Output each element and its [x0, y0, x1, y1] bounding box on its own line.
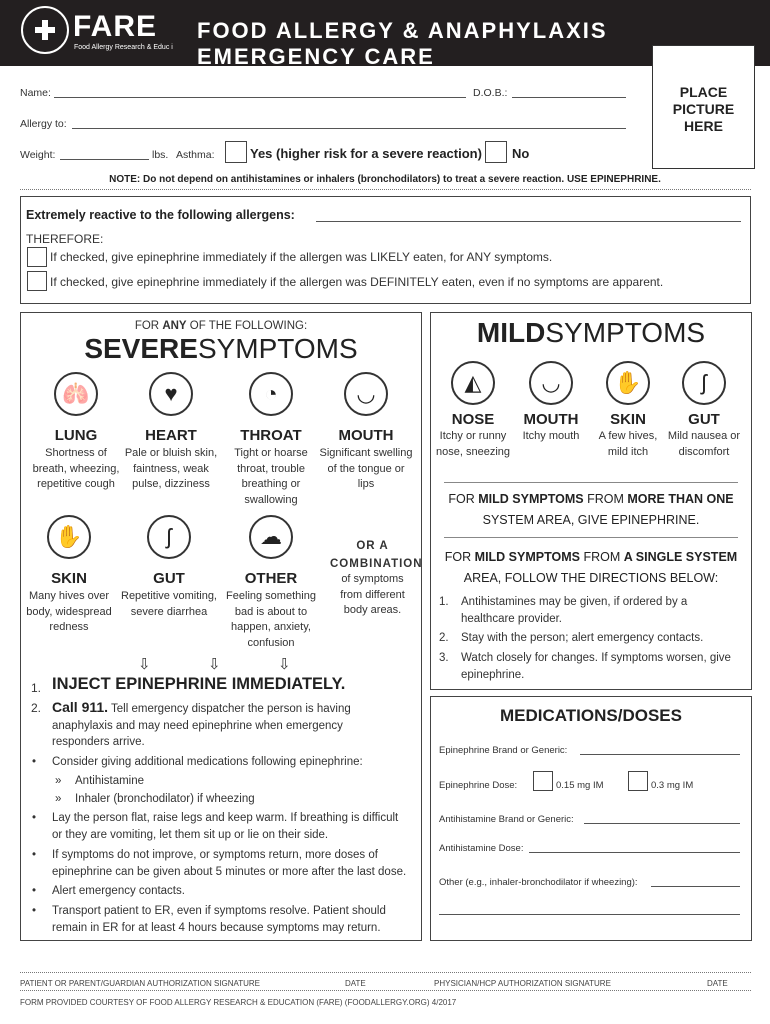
logo-wordmark: FARE — [73, 10, 158, 43]
dose-03-checkbox[interactable] — [628, 771, 648, 791]
anti-dose-label: Antihistamine Dose: — [439, 843, 524, 854]
allergy-label: Allergy to: — [20, 118, 67, 130]
symptom-name: LUNG — [54, 427, 98, 444]
more-doses-bullet: If symptoms do not improve, or symptoms return, more doses of epinephrine can be given about 5 minutes or more after the last dose. — [52, 849, 407, 878]
bullet-marker: • — [32, 812, 37, 824]
patient-date-label: DATE — [345, 979, 366, 988]
symptom-name: MOUTH — [523, 411, 579, 428]
symptom-description: Tight or hoarse throat, trouble breathing or swallowing — [234, 447, 308, 506]
down-arrow-icon: ⇩ — [208, 656, 221, 673]
allergy-field[interactable] — [72, 128, 626, 129]
bullet-marker: • — [32, 885, 37, 897]
mild-single-system-line2: AREA, FOLLOW THE DIRECTIONS BELOW: — [463, 571, 719, 585]
dose-03-label: 0.3 mg IM — [651, 780, 694, 791]
combination-title: OR A COMBINATION — [330, 540, 423, 570]
divider — [444, 537, 738, 538]
other-med-field[interactable] — [651, 886, 740, 887]
hand-skin-icon: ✋ — [47, 515, 91, 559]
page-title: FOOD ALLERGY & ANAPHYLAXIS EMERGENCY CARE — [197, 18, 608, 69]
down-arrow-icon: ⇩ — [278, 656, 291, 673]
mild-single-system-line1: FOR MILD SYMPTOMS FROM A SINGLE SYSTEM — [444, 550, 738, 564]
step-number: 3. — [439, 652, 449, 664]
other-med-field-2[interactable] — [439, 914, 740, 915]
symptom-description: Feeling something bad is about to happen, anxiety, confusion — [226, 590, 316, 649]
heart-icon: ♥ — [149, 372, 193, 416]
brain-icon: ☁ — [249, 515, 293, 559]
weight-field[interactable] — [60, 159, 149, 160]
allergens-field[interactable] — [316, 221, 741, 222]
dob-label: D.O.B.: — [473, 87, 508, 99]
symptom-name: GUT — [153, 570, 185, 587]
nose-icon: ◭ — [451, 361, 495, 405]
symptom-description: Repetitive vomiting, severe diarrhea — [121, 590, 217, 618]
sub-bullet-marker: » — [55, 793, 62, 805]
therefore-label: THEREFORE: — [26, 232, 104, 246]
dose-015-checkbox[interactable] — [533, 771, 553, 791]
symptom-name: THROAT — [240, 427, 302, 444]
physician-signature-label: PHYSICIAN/HCP AUTHORIZATION SIGNATURE — [434, 979, 611, 988]
symptom-name: SKIN — [610, 411, 646, 428]
epi-dose-label: Epinephrine Dose: — [439, 780, 518, 791]
symptom-description: A few hives, mild itch — [598, 430, 658, 458]
picture-placeholder-line: PICTURE — [672, 101, 735, 117]
epinephrine-note: NOTE: Do not depend on antihistamines or inhalers (bronchodilators) to treat a severe reaction. USE EPINEPHRINE. — [109, 174, 661, 185]
divider — [20, 990, 751, 991]
name-field[interactable] — [54, 97, 466, 98]
definitely-eaten-label: If checked, give epinephrine immediately if the allergen was DEFINITELY eaten, even if no symptoms are apparent. — [50, 275, 664, 289]
mild-multi-system-line1: FOR MILD SYMPTOMS FROM MORE THAN ONE — [448, 492, 734, 506]
severe-intro: FOR ANY OF THE FOLLOWING: — [134, 320, 308, 332]
divider — [20, 189, 751, 190]
symptom-name: SKIN — [51, 570, 87, 587]
step-number: 2. — [31, 701, 42, 715]
bullet-marker: • — [32, 905, 37, 917]
symptom-name: GUT — [688, 411, 720, 428]
asthma-label: Asthma: — [176, 149, 215, 161]
symptom-description: Itchy or runny nose, sneezing — [436, 430, 510, 458]
step-number: 1. — [31, 681, 42, 695]
allergens-heading: Extremely reactive to the following allergens: — [26, 208, 295, 222]
alert-contacts-bullet: Alert emergency contacts. — [52, 885, 185, 897]
stomach-icon: ʃ — [147, 515, 191, 559]
weight-label: Weight: — [20, 149, 56, 161]
divider — [444, 482, 738, 483]
additional-meds-bullet: Consider giving additional medications following epinephrine: — [52, 756, 363, 768]
symptom-description: Many hives over body, widespread redness — [26, 590, 112, 633]
hand-skin-icon: ✋ — [606, 361, 650, 405]
mouth-icon: ◡ — [529, 361, 573, 405]
inject-epinephrine-step: INJECT EPINEPHRINE IMMEDIATELY. — [52, 675, 346, 693]
logo-subtitle: Food Allergy Research & Educ i — [74, 44, 173, 51]
anti-brand-label: Antihistamine Brand or Generic: — [439, 814, 574, 825]
down-arrow-icon: ⇩ — [138, 656, 151, 673]
anti-brand-field[interactable] — [584, 823, 740, 824]
symptom-name: OTHER — [244, 570, 298, 587]
asthma-no-label: No — [512, 146, 530, 161]
stomach-icon: ʃ — [682, 361, 726, 405]
lungs-icon: 🫁 — [54, 372, 98, 416]
symptom-description: Itchy mouth — [522, 430, 580, 442]
transport-er-bullet: Transport patient to ER, even if symptoms resolve. Patient should remain in ER for at least 4 hours because symptoms may return. — [52, 905, 386, 934]
mouth-icon: ◡ — [344, 372, 388, 416]
symptom-description: Shortness of breath, wheezing, repetitive cough — [32, 447, 120, 490]
mild-multi-system-line2: SYSTEM AREA, GIVE EPINEPHRINE. — [482, 513, 700, 527]
mild-step-stay: Stay with the person; alert emergency contacts. — [461, 632, 704, 644]
symptom-description: Pale or bluish skin, faintness, weak pulse, dizziness — [124, 447, 218, 490]
mild-title: MILDSYMPTOMS — [476, 317, 706, 348]
physician-date-label: DATE — [707, 979, 728, 988]
likely-eaten-label: If checked, give epinephrine immediately if the allergen was LIKELY eaten, for ANY symptoms. — [50, 250, 553, 264]
picture-placeholder-line: PLACE — [679, 84, 728, 100]
combination-desc: of symptoms from different body areas. — [340, 573, 405, 616]
bullet-marker: • — [32, 756, 37, 768]
call-911-step: Call 911. Tell emergency dispatcher the person is having anaphylaxis and may need epinephrine when emergency responders arrive. — [52, 699, 351, 748]
medications-title: MEDICATIONS/DOSES — [500, 706, 682, 725]
symptom-name: MOUTH — [338, 427, 394, 444]
step-number: 2. — [439, 632, 449, 644]
picture-placeholder-line: HERE — [684, 118, 723, 134]
dose-015-label: 0.15 mg IM — [556, 780, 604, 791]
antihistamine-sub-bullet: Antihistamine — [75, 775, 145, 787]
dob-field[interactable] — [512, 97, 626, 98]
symptom-name: HEART — [145, 427, 197, 444]
symptom-description: Mild nausea or discomfort — [667, 430, 741, 458]
fare-logo-icon — [21, 6, 69, 54]
definitely-eaten-checkbox[interactable] — [27, 271, 47, 291]
asthma-no-checkbox[interactable] — [485, 141, 507, 163]
asthma-yes-label: Yes (higher risk for a severe reaction) — [250, 146, 482, 161]
lbs-label: lbs. — [152, 149, 169, 161]
symptom-description: Significant swelling of the tongue or lips — [319, 447, 413, 490]
signature-line[interactable] — [20, 972, 751, 973]
picture-placeholder[interactable] — [652, 45, 755, 169]
step-number: 1. — [439, 596, 449, 608]
asthma-yes-checkbox[interactable] — [225, 141, 247, 163]
name-label: Name: — [20, 87, 51, 99]
mild-step-watch: Watch closely for changes. If symptoms worsen, give epinephrine. — [461, 652, 731, 681]
sub-bullet-marker: » — [55, 775, 62, 787]
anti-dose-field[interactable] — [529, 852, 740, 853]
other-med-label: Other (e.g., inhaler-bronchodilator if wheezing): — [439, 877, 638, 888]
inhaler-sub-bullet: Inhaler (bronchodilator) if wheezing — [75, 793, 255, 805]
epi-brand-field[interactable] — [580, 754, 740, 755]
throat-icon: ◔ — [249, 372, 293, 416]
severe-title: SEVERESYMPTOMS — [84, 333, 358, 364]
lay-flat-bullet: Lay the person flat, raise legs and keep warm. If breathing is difficult or they are vomiting, let them sit up or lie on their side. — [52, 812, 399, 841]
courtesy-text: FORM PROVIDED COURTESY OF FOOD ALLERGY RESEARCH & EDUCATION (FARE) (FOODALLERGY.ORG) 4/2017 — [20, 998, 457, 1007]
patient-signature-label: PATIENT OR PARENT/GUARDIAN AUTHORIZATION SIGNATURE — [20, 979, 261, 988]
symptom-name: NOSE — [451, 411, 495, 428]
mild-step-antihistamines: Antihistamines may be given, if ordered by a healthcare provider. — [461, 596, 688, 625]
bullet-marker: • — [32, 849, 37, 861]
likely-eaten-checkbox[interactable] — [27, 247, 47, 267]
epi-brand-label: Epinephrine Brand or Generic: — [439, 745, 568, 756]
